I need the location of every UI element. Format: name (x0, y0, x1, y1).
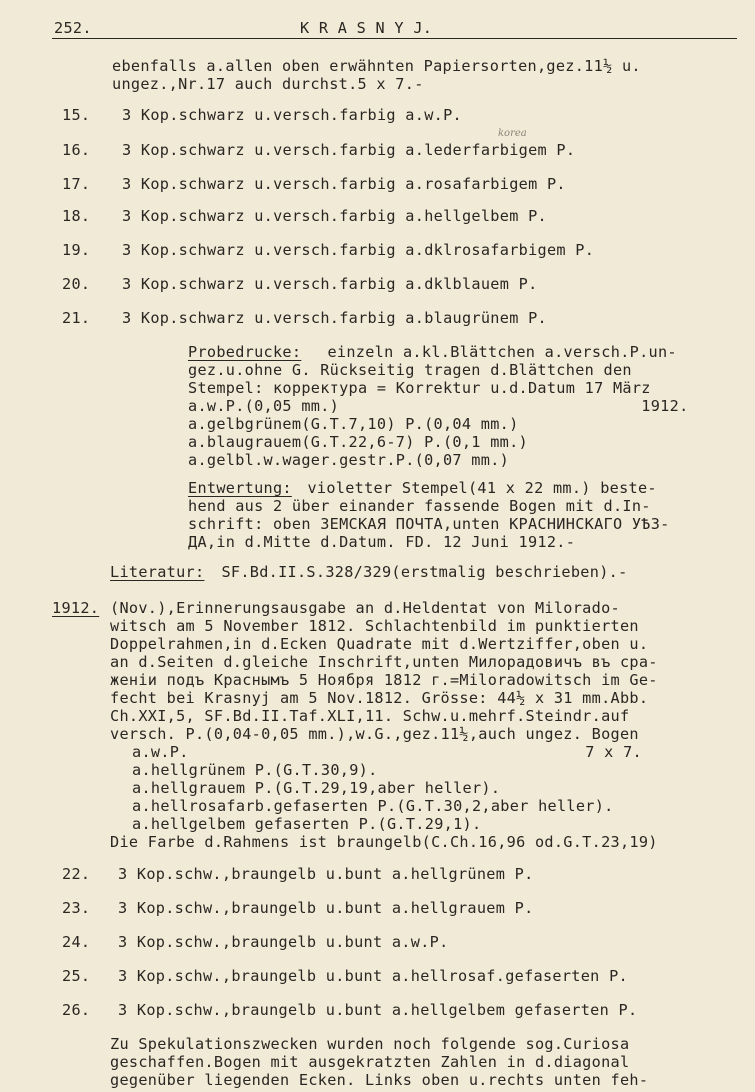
item-number: 24. (62, 933, 91, 951)
page-title: K R A S N Y J. (300, 19, 433, 37)
item-number: 26. (62, 1001, 91, 1019)
item-number: 15. (62, 106, 91, 124)
probedrucke-line: Stempel: корректура = Korrektur u.d.Datum 17 März (188, 379, 651, 397)
issue-line: fecht bei Krasnyj am 5 Nov.1812. Grösse: 44½ x 31 mm.Abb. (110, 689, 649, 707)
probedrucke-line: a.w.P.(0,05 mm.) 1912. (188, 397, 689, 415)
issue-line: an d.Seiten d.gleiche Inschrift,unten Милорадовичъ въ сра- (110, 653, 658, 671)
item-number: 23. (62, 899, 91, 917)
item-text: 3 Kop.schw.,braungelb u.bunt a.hellrosaf.gefaserten P. (118, 967, 628, 985)
page-number: 252. (54, 19, 92, 37)
paper-variant-line: a.hellrosafarb.gefaserten P.(G.T.30,2,aber heller). (132, 797, 614, 815)
item-number: 22. (62, 865, 91, 883)
item-number: 25. (62, 967, 91, 985)
paper-variant-line: a.hellgrauem P.(G.T.29,19,aber heller). (132, 779, 501, 797)
closing-line: Zu Spekulationszwecken wurden noch folgende sog.Curiosa (110, 1035, 630, 1053)
probedrucke-line: a.gelbl.w.wager.gestr.P.(0,07 mm.) (188, 451, 510, 469)
probedrucke-line: gez.u.ohne G. Rückseitig tragen d.Blättchen den (188, 361, 632, 379)
probedrucke-line: einzeln a.kl.Blättchen a.versch.P.un- (318, 343, 677, 361)
entwertung-line: hend aus 2 über einander fassende Bogen mit d.In- (188, 497, 651, 515)
item-text: 3 Kop.schw.,braungelb u.bunt a.hellgelbem gefaserten P. (118, 1001, 638, 1019)
entwertung-line: ДА,in d.Mitte d.Datum. FD. 12 Juni 1912.- (188, 533, 576, 551)
item-text: 3 Kop.schwarz u.versch.farbig a.blaugrünem P. (122, 309, 547, 327)
paper-variant-line: a.w.P. 7 x 7. (132, 743, 642, 761)
issue-year: 1912. (52, 599, 100, 617)
item-text: 3 Kop.schwarz u.versch.farbig a.rosafarbigem P. (122, 175, 566, 193)
item-text: 3 Kop.schwarz u.versch.farbig a.hellgelbem P. (122, 207, 547, 225)
issue-line: witsch am 5 November 1812. Schlachtenbild im punktierten (110, 617, 639, 635)
paper-variant-line: a.hellgrünem P.(G.T.30,9). (132, 761, 378, 779)
issue-line: (Nov.),Erinnerungsausgabe an d.Heldentat von Milorado- (110, 599, 620, 617)
item-text: 3 Kop.schw.,braungelb u.bunt a.hellgrünem P. (118, 865, 534, 883)
literatur-label: Literatur: (110, 563, 205, 581)
frame-color-note: Die Farbe d.Rahmens ist braungelb(C.Ch.16,96 od.G.T.23,19) (110, 833, 658, 851)
item-number: 20. (62, 275, 91, 293)
entwertung-line: violetter Stempel(41 x 22 mm.) beste- (298, 479, 657, 497)
issue-line: Doppelrahmen,in d.Ecken Quadrate mit d.Wertziffer,oben u. (110, 635, 649, 653)
probedrucke-label: Probedrucke: (188, 343, 302, 361)
item-number: 16. (62, 141, 91, 159)
closing-line: gegenüber liegenden Ecken. Links oben u.rechts unten feh- (110, 1071, 649, 1089)
probedrucke-line: a.blaugrauem(G.T.22,6-7) P.(0,1 mm.) (188, 433, 528, 451)
intro-line: ebenfalls a.allen oben erwähnten Papiersorten,gez.11½ u. (112, 57, 641, 75)
item-number: 21. (62, 309, 91, 327)
issue-line: Ch.XXI,5, SF.Bd.II.Taf.XLI,11. Schw.u.mehrf.Steindr.auf (110, 707, 630, 725)
item-number: 17. (62, 175, 91, 193)
item-text: 3 Kop.schwarz u.versch.farbig a.lederfarbigem P. (122, 141, 576, 159)
issue-line: женiи подъ Краснымъ 5 Ноября 1812 г.=Miloradowitsch im Ge- (110, 671, 658, 689)
entwertung-line: schrift: oben ЗЕМСКАЯ ПОЧТА,unten КРАСНИНСКАГО УѢЗ- (188, 515, 670, 533)
closing-line: geschaffen.Bogen mit ausgekratzten Zahlen in d.diagonal (110, 1053, 630, 1071)
item-number: 19. (62, 241, 91, 259)
literatur-text: SF.Bd.II.S.328/329(erstmalig beschrieben).- (212, 563, 628, 581)
item-text: 3 Kop.schwarz u.versch.farbig a.dklblauem P. (122, 275, 538, 293)
entwertung-label: Entwertung: (188, 479, 292, 497)
item-text: 3 Kop.schwarz u.versch.farbig a.dklrosafarbigem P. (122, 241, 595, 259)
issue-line: versch. P.(0,04-0,05 mm.),w.G.,gez.11½,auch ungez. Bogen (110, 725, 639, 743)
item-text: 3 Kop.schw.,braungelb u.bunt a.w.P. (118, 933, 449, 951)
handwritten-annotation: korea (498, 128, 527, 139)
item-text: 3 Kop.schwarz u.versch.farbig a.w.P. (122, 106, 462, 124)
paper-variant-line: a.hellgelbem gefaserten P.(G.T.29,1). (132, 815, 482, 833)
intro-line: ungez.,Nr.17 auch durchst.5 x 7.- (112, 75, 424, 93)
header-rule (52, 38, 737, 39)
item-text: 3 Kop.schw.,braungelb u.bunt a.hellgrauem P. (118, 899, 534, 917)
probedrucke-line: a.gelbgrünem(G.T.7,10) P.(0,04 mm.) (188, 415, 519, 433)
item-number: 18. (62, 207, 91, 225)
